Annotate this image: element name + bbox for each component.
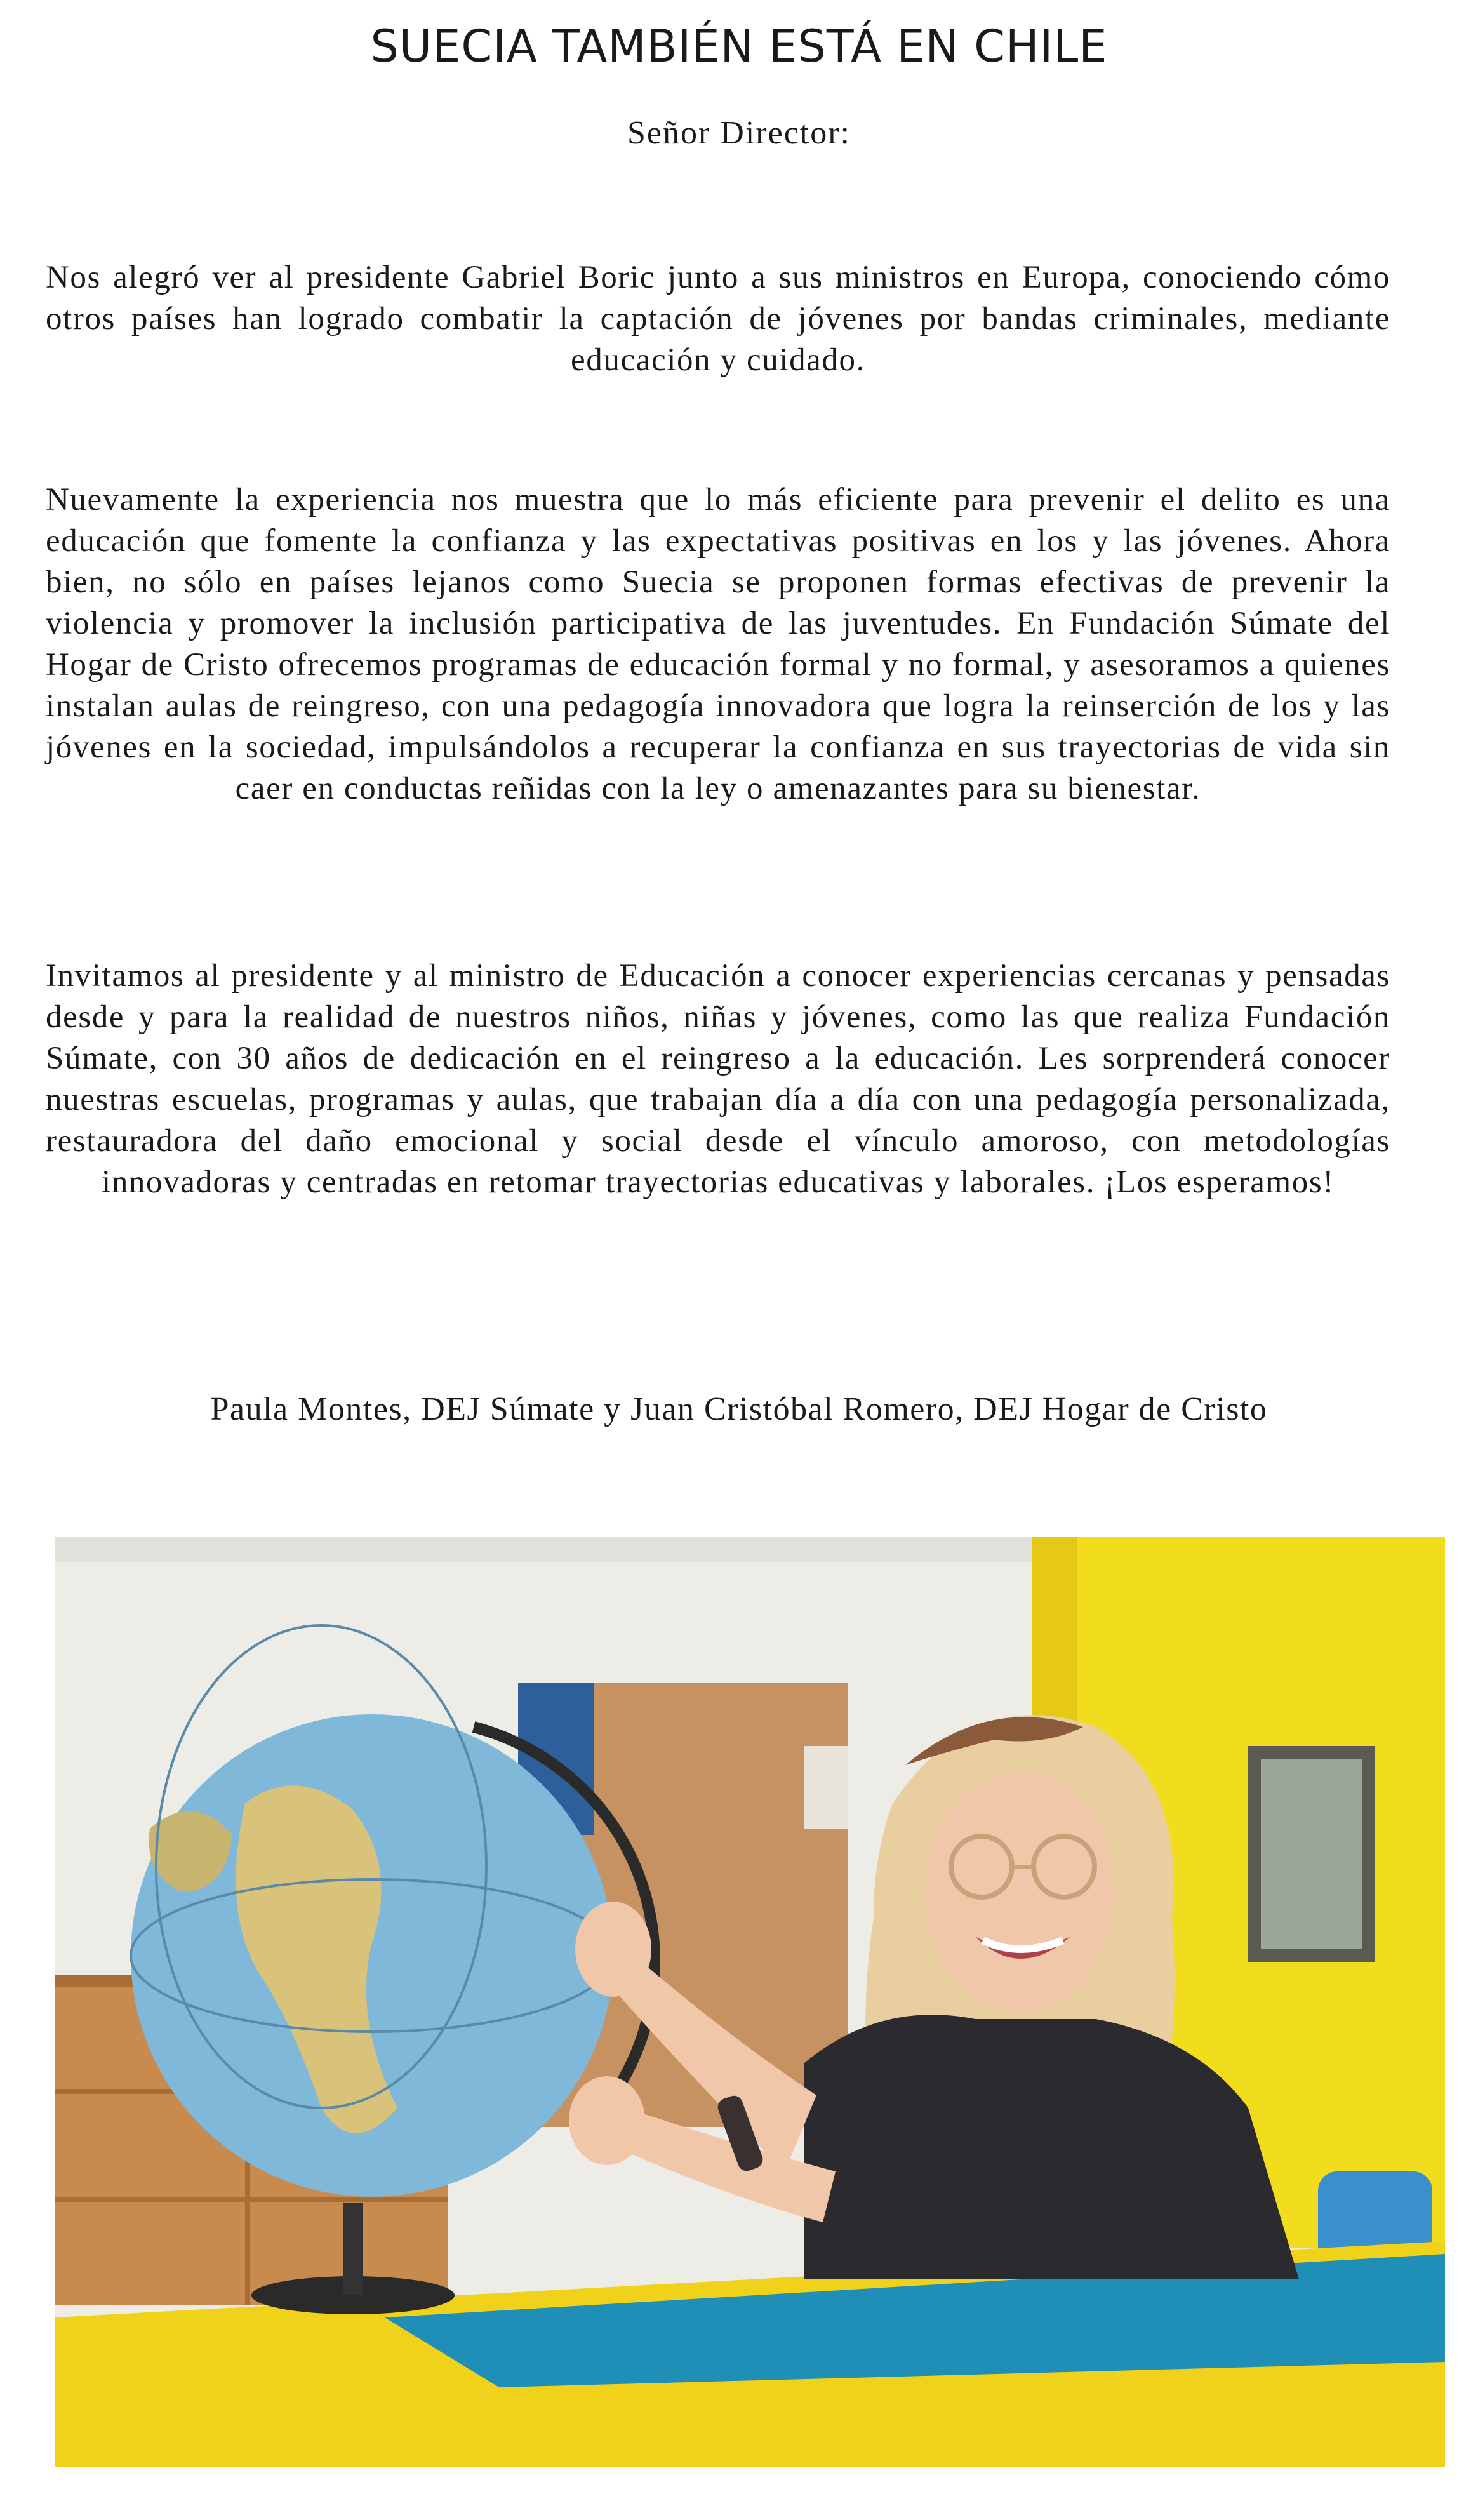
photo-illustration: [55, 1537, 1445, 2467]
cabinet-line-2: [55, 2197, 448, 2202]
paragraph-3: Invitamos al presidente y al ministro de Educación a conocer experiencias cercanas y pensadas desde y para la realidad de nuestros niños, niñas y jóvenes, como las que realiza Fundación Súmate, con 30 años de dedicación en el reingreso a la educación. Les sorprenderá conocer nuestras escuelas, programas y aulas, que trabajan día a día con una pedagogía personalizada, restauradora del daño emocional y social desde el vínculo amoroso, con metodologías innovadoras y centradas en retomar trayectorias educativas y laborales. ¡Los esperamos!: [46, 958, 1390, 1200]
face: [924, 1771, 1115, 2013]
signature: Paula Montes, DEJ Súmate y Juan Cristóbal Romero, DEJ Hogar de Cristo: [210, 1391, 1268, 1427]
globe-stem: [343, 2203, 363, 2295]
photo-classroom-globe: [55, 1537, 1445, 2467]
hand-upper: [575, 1902, 651, 1997]
window-pane: [1261, 1759, 1362, 1949]
paragraph-1: Nos alegró ver al presidente Gabriel Boric junto a sus ministros en Europa, conociendo cómo otros países han logrado combatir la captación de jóvenes por bandas criminales, mediante educación y cuidado.: [46, 260, 1390, 378]
salutation: Señor Director:: [627, 115, 851, 151]
hand-lower: [569, 2076, 645, 2165]
paragraph-2: Nuevamente la experiencia nos muestra que lo más eficiente para prevenir el delito es una educación que fomente la confianza y las expectativas positivas en los y las jóvenes. Ahora bien, no sólo en países lejanos como Suecia se proponen formas efectivas de prevenir la violencia y promover la inclusión participativa de las juventudes. En Fundación Súmate del Hogar de Cristo ofrecemos programas de educación formal y no formal, y asesoramos a quienes instalan aulas de reingreso, con una pedagogía innovadora que logra la reinserción de los y las jóvenes en la sociedad, impulsándolos a recuperar la confianza en sus trayectorias de vida sin caer en conductas reñidas con la ley o amenazantes para su bienestar.: [46, 482, 1390, 806]
note: [804, 1746, 848, 1829]
headline: SUECIA TAMBIÉN ESTÁ EN CHILE: [370, 20, 1108, 72]
